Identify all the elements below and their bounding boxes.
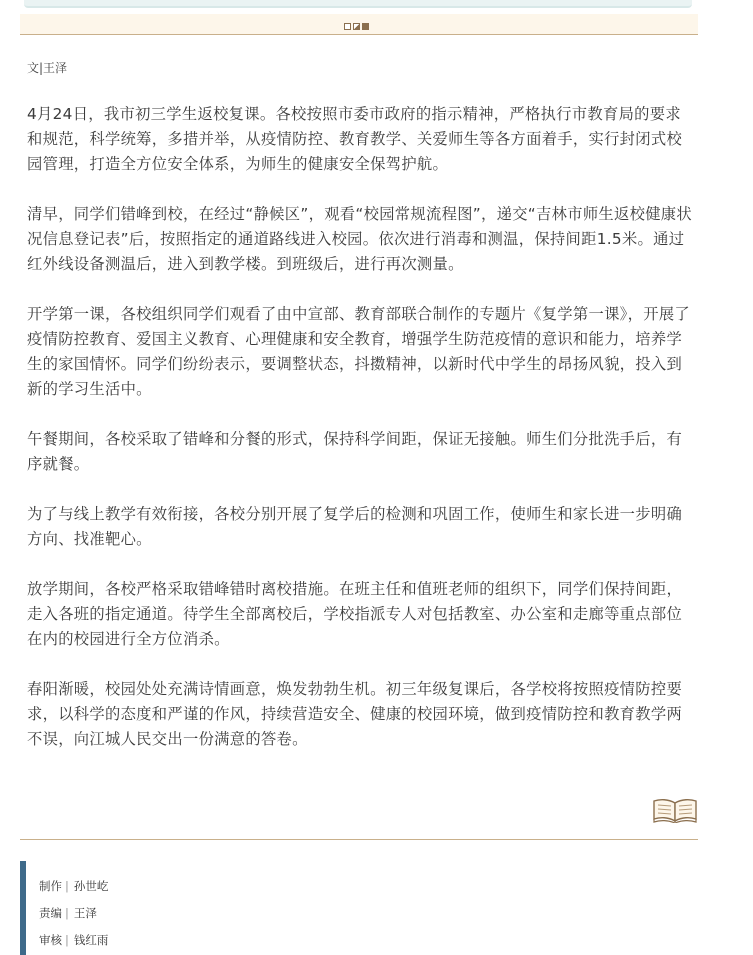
- credit-separator: |: [65, 879, 69, 893]
- credit-producer: [39, 878, 108, 894]
- credit-name: 王泽: [73, 906, 97, 920]
- square-outline-icon: [344, 23, 351, 30]
- author-byline: 文|王泽: [27, 61, 68, 75]
- credit-editor: [39, 905, 97, 921]
- credits-block: [20, 861, 226, 955]
- paragraph: 午餐期间，各校采取了错峰和分餐的形式，保持科学间距，保证无接触。师生们分批洗手后，有序就餐。: [27, 430, 683, 473]
- paragraph: 开学第一课，各校组织同学们观看了由中宣部、教育部联合制作的专题片《复学第一课》，开展了疫情防控教育、爱国主义教育、心理健康和安全教育，增强学生防范疫情的意识和能力，培养学生的家国情怀。同学们纷纷表示，要调整状态，抖擞精神，以新时代中学生的昂扬风貌，投入到新的学习生活中。: [27, 305, 691, 398]
- credit-label: 责编: [39, 906, 62, 920]
- credit-label: 审核: [39, 933, 62, 947]
- credit-reviewer: [39, 932, 108, 948]
- credit-separator: |: [65, 933, 69, 947]
- decorative-squares: [344, 23, 369, 30]
- section-divider: [20, 839, 698, 840]
- square-filled-icon: [362, 23, 369, 30]
- paragraph: 为了与线上教学有效衔接，各校分别开展了复学后的检测和巩固工作，使师生和家长进一步明确方向、找准靶心。: [27, 505, 683, 548]
- paragraph: 清早，同学们错峰到校，在经过“静候区”，观看“校园常规流程图”，递交“吉林市师生返校健康状况信息登记表”后，按照指定的通道路线进入校园。依次进行消毒和测温，保持间距1.5米。通过红外线设备测温后，进入到教学楼。到班级后，进行再次测量。: [27, 205, 693, 273]
- paragraph: 春阳渐暖，校园处处充满诗情画意，焕发勃勃生机。初三年级复课后，各学校将按照疫情防控要求，以科学的态度和严谨的作风，持续营造安全、健康的校园环境，做到疫情防控和教育教学两不误，向江城人民交出一份满意的答卷。: [27, 680, 683, 748]
- credit-separator: |: [65, 906, 69, 920]
- paragraph: 4月24日，我市初三学生返校复课。各校按照市委市政府的指示精神，严格执行市教育局的要求和规范，科学统筹，多措并举，从疫情防控、教育教学、关爱师生等各方面着手，实行封闭式校园管理，打造全方位安全体系，为师生的健康安全保驾护航。: [27, 105, 683, 173]
- open-book-icon: [652, 797, 698, 823]
- square-half-icon: [353, 23, 360, 30]
- credit-name: 孙世屹: [73, 879, 109, 893]
- top-card-edge: [24, 0, 692, 8]
- paragraph: 放学期间，各校严格采取错峰错时离校措施。在班主任和值班老师的组织下，同学们保持间距，走入各班的指定通道。待学生全部离校后，学校指派专人对包括教室、办公室和走廊等重点部位在内的校园进行全方位消杀。: [27, 580, 683, 648]
- article-body: [27, 102, 695, 777]
- credit-label: 制作: [39, 879, 62, 893]
- credit-name: 钱红雨: [73, 933, 109, 947]
